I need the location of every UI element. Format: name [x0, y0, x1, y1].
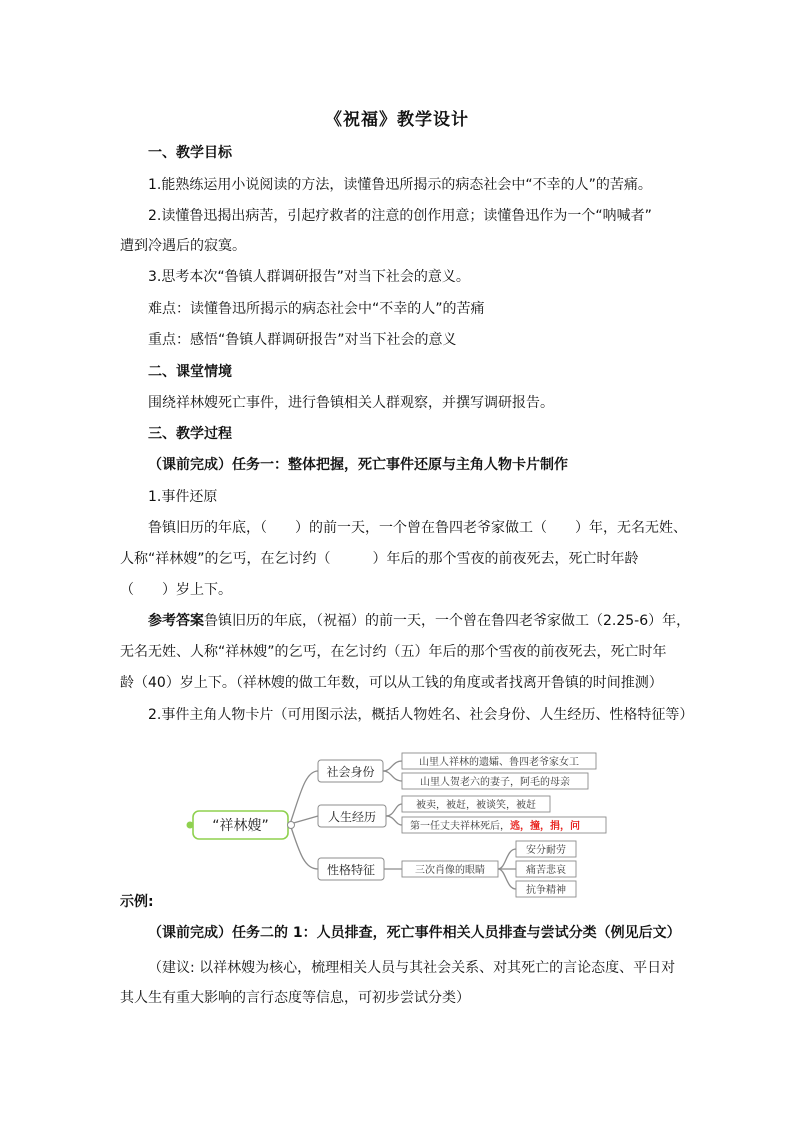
branch-label-social-identity: 社会身份	[326, 765, 375, 779]
leaf-label-sold: 被卖，被赶，被谈笑，被赶	[416, 800, 536, 811]
example-label: 示例:	[120, 894, 154, 910]
goal-2-line-2: 遭到冷遇后的寂寞。	[120, 238, 246, 254]
goal-3: 3.思考本次“鲁镇人群调研报告”对当下社会的意义。	[148, 269, 470, 285]
leaf-label-diligent: 安分耐劳	[526, 845, 566, 856]
task-1-heading: （课前完成）任务一：整体把握，死亡事件还原与主角人物卡片制作	[148, 457, 568, 473]
key-point: 重点：感悟“鲁镇人群调研报告”对当下社会的意义	[148, 332, 457, 348]
subheading-character-card: 2.事件主角人物卡片（可用图示法，概括人物姓名、社会身份、人生经历、性格特征等）	[148, 707, 694, 723]
section-3-heading: 三、教学过程	[148, 426, 232, 442]
fill-blank-line-1: 鲁镇旧历的年底，（ ）的前一天，一个曾在鲁四老爷家做工（ ）年，无名无姓、	[148, 520, 687, 536]
answer-line-2: 无名无姓、人称“祥林嫂”的乞丐，在乞讨约（五）年后的那个雪夜的前夜死去，死亡时年	[120, 644, 667, 660]
center-node-handle-left	[187, 822, 194, 829]
branch-label-personality: 性格特征	[326, 863, 376, 877]
advice-line-2: 其人生有重大影响的言行态度等信息，可初步尝试分类）	[120, 990, 470, 1006]
leaf-label-escape-highlight: 逃，撞，捐，问	[510, 821, 580, 832]
leaf-label-wife: 山里人贺老六的妻子，阿毛的母亲	[420, 777, 570, 788]
leaf-label-sorrow: 痛苦悲哀	[526, 865, 566, 876]
leaf-label-eyes: 三次肖像的眼睛	[415, 865, 485, 876]
difficulty-point: 难点：读懂鲁迅所揭示的病态社会中“不幸的人”的苦痛	[148, 301, 485, 317]
goal-1: 1.能熟练运用小说阅读的方法，读懂鲁迅所揭示的病态社会中“不幸的人”的苦痛。	[148, 177, 652, 193]
leaf-label-widow: 山里人祥林的遗孀、鲁四老爷家女工	[419, 757, 579, 768]
center-node-handle-right	[288, 822, 295, 829]
advice-line-1: （建议: 以祥林嫂为核心，梳理相关人员与其社会关系、对其死亡的言论态度、平日对	[148, 960, 676, 976]
section-2-heading: 二、课堂情境	[148, 364, 232, 380]
subheading-event-restore: 1.事件还原	[148, 489, 218, 505]
leaf-label-escape	[410, 819, 580, 832]
mindmap-center-label: “祥林嫂”	[212, 818, 269, 834]
answer-text-1: 鲁镇旧历的年底，（祝福）的前一天，一个曾在鲁四老爷家做工（2.25-6）年，	[204, 613, 691, 629]
branch-label-life-experience: 人生经历	[327, 810, 377, 824]
section-1-heading: 一、教学目标	[148, 145, 232, 161]
page-title: 《祝福》教学设计	[325, 110, 469, 130]
fill-blank-line-3: （ ）岁上下。	[120, 582, 232, 598]
fill-blank-line-2: 人称“祥林嫂”的乞丐，在乞讨约（ ）年后的那个雪夜的前夜死去，死亡时年龄	[120, 551, 639, 567]
answer-line-3: 龄（40）岁上下。（祥林嫂的做工年数，可以从工钱的角度或者找离开鲁镇的时间推测）	[120, 675, 663, 691]
leaf-label-resistance: 抗争精神	[526, 885, 566, 896]
context-text: 围绕祥林嫂死亡事件，进行鲁镇相关人群观察，并撰写调研报告。	[148, 395, 554, 411]
goal-2-line-1: 2.读懂鲁迅揭出病苦，引起疗救者的注意的创作用意；读懂鲁迅作为一个“呐喊者”	[148, 208, 652, 224]
task-2-heading: （课前完成）任务二的 1：人员排查，死亡事件相关人员排查与尝试分类（例见后文）	[148, 925, 681, 941]
leaf-label-escape-prefix: 第一任丈夫祥林死后，	[410, 821, 510, 832]
answer-label: 参考答案	[148, 613, 204, 629]
